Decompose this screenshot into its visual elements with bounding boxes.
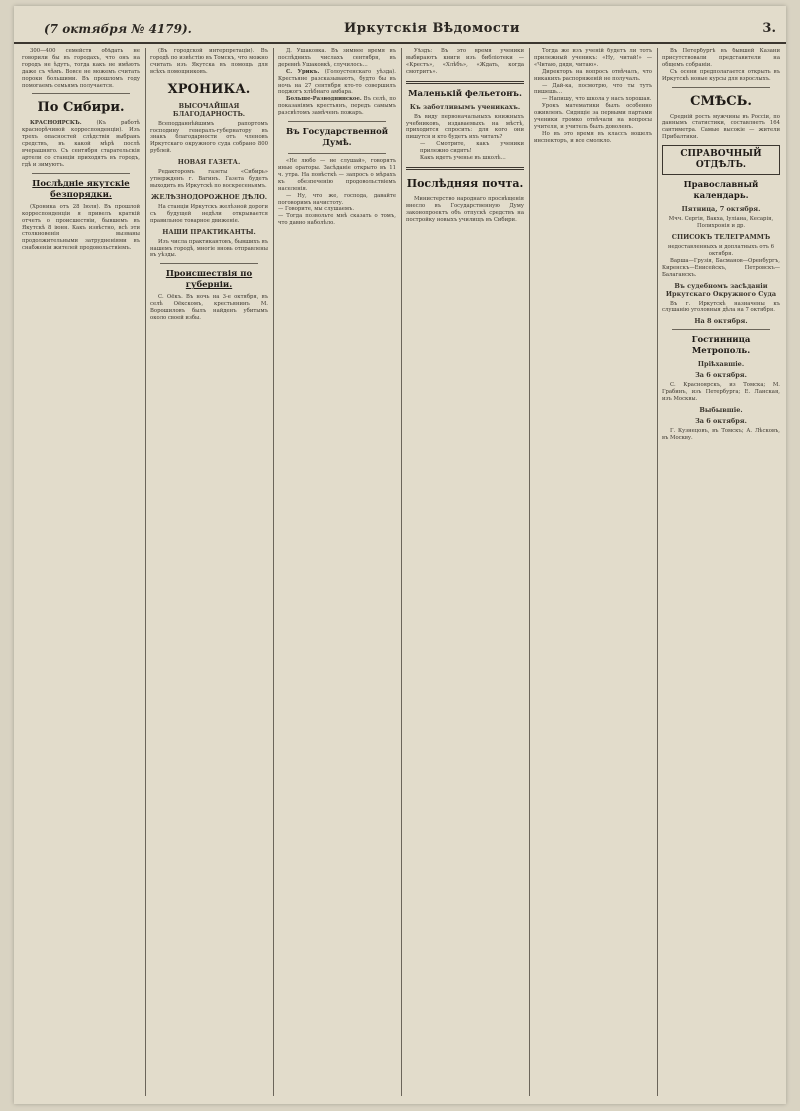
- article-text: Министерство народнаго просвѣщенія внесло въ Государственную Думу законопроектъ объ отпускѣ средствъ на постройку новыхъ училищъ въ Сибири.: [406, 195, 524, 223]
- divider: [406, 167, 524, 170]
- calendar-day: Пятница, 7 октября.: [681, 205, 761, 214]
- section-title-chronicle: ХРОНИКА.: [167, 81, 251, 97]
- page-header: [14, 16, 786, 44]
- subheading: Къ заботливымъ ученикахъ.: [409, 102, 521, 111]
- section-title-incidents: Происшествія по губерніи.: [165, 269, 253, 291]
- article-text: Въ виду первоначальныхъ книжныхъ учебниковъ, издаваемыхъ на мѣстѣ, приходится спросить: для кого они пишутся и кто будетъ ихъ читать?: [406, 113, 524, 141]
- column-rule: [401, 48, 402, 1096]
- article-text: Урокъ математики былъ особенно оживленъ. Сидящіе за первыми партами ученики громко отвѣчали на вопросы учителя, и учитель былъ доволенъ.: [534, 103, 652, 130]
- section-title-mail: Послѣдняя почта.: [406, 176, 524, 190]
- court-title: Въ судебномъ засѣданіи Иркутскаго Окружного Суда: [665, 281, 777, 298]
- col4-intro: Уѣздъ: Въ это время ученики выбираютъ книги изъ библіотеки — «Крестъ», «Хлѣбъ», «Ждать, когда смотритъ».: [406, 48, 524, 75]
- article-text: Редакторомъ газеты «Сибирь» утвержденъ г. Вагинъ. Газета будетъ выходить въ Иркутскѣ по воскресеньямъ.: [150, 169, 268, 189]
- divider: [160, 263, 258, 264]
- court-text: Въ г. Иркутскѣ назначены къ слушанію уголовныя дѣла на 7 октября.: [662, 300, 780, 314]
- divider: [32, 93, 130, 94]
- newspaper-page: [14, 6, 786, 1104]
- article-text: (Голоустенскаго уѣзда). Крестьяне разсказываютъ, будто бы въ ночь на 27 сентября кто-то совершилъ поджогъ хлѣбнаго амбара.: [278, 68, 396, 96]
- column-1: [22, 48, 140, 1096]
- article-text: (Къ работѣ краснорѣчивой корреспонденціи). Изъ трехъ опасностей слѣдствія выбранъ средствъ, въ какой мѣрѣ послѣ вчерашняго. Съ сентября старательскія артели со станціи приходятъ въ городъ, гдѣ и зимуютъ.: [22, 120, 140, 168]
- divider: [288, 153, 386, 154]
- article-text: С. Оёкъ. Въ ночь на 3-е октября, въ селѣ Оёкскомъ, крестьянинъ М. Ворошиловъ былъ найденъ убитымъ около своей избы.: [150, 294, 268, 322]
- verse-line: — Смотрите, какъ ученики прилежно сидятъ!: [420, 141, 524, 155]
- article-text: Изъ числа практикантовъ, бывшихъ въ нашемъ городѣ, многіе вновь отправлены въ уѣзды.: [150, 238, 268, 259]
- column-2: [150, 48, 268, 1096]
- section-title-feuilleton: Маленькій фельетонъ.: [408, 88, 522, 99]
- divider: [406, 81, 524, 84]
- column-rule: [273, 48, 274, 1096]
- place-name: С. Урикъ.: [286, 68, 320, 75]
- telegrams-sub: недоставленныхъ и доплатныхъ отъ 6 октября.: [668, 243, 774, 257]
- verse-line: Какъ идетъ ученье въ школѣ…: [420, 155, 506, 162]
- column-rule: [529, 48, 530, 1096]
- divider: [672, 87, 770, 88]
- article-text: Всеподданнѣйшимъ рапортомъ господину генералъ-губернатору въ знакъ благодарности отъ членовъ Иркутскаго окружного суда собрано 800 рублей.: [150, 120, 268, 155]
- hotel-departed: Выбывшіе.: [699, 406, 743, 415]
- hotel-departed-list: Г. Кузнецовъ, въ Томскъ; А. Лѣсковъ, въ Москву.: [662, 428, 780, 441]
- hotel-arrived-list: С. Красноярскъ, из Томска; М. Грабинъ, изъ Петербурга; Е. Ланская, изъ Москвы.: [662, 382, 780, 403]
- section-title-mix: СМѢСЬ.: [690, 93, 752, 109]
- subheading: ВЫСОЧАЙШАЯ БЛАГОДАРНОСТЬ.: [172, 101, 246, 118]
- subheading: ЖЕЛѢЗНОДОРОЖНОЕ ДѢЛО.: [150, 192, 268, 201]
- article-text: Съ осени предполагается открыть въ Иркутскѣ новые курсы для взрослыхъ.: [662, 68, 780, 82]
- telegrams-title: СПИСОКЪ ТЕЛЕГРАММЪ: [671, 232, 771, 241]
- article-text: Директоръ на вопросъ отвѣчалъ, что никакихъ распоряженій не получалъ.: [534, 68, 652, 82]
- column-4: [406, 48, 524, 1096]
- col3-intro: Д. Ушаковка. Въ зимнее время въ послѣднихъ числахъ сентября, въ деревнѣ Ушаковкѣ, случилось…: [278, 48, 396, 68]
- section-title-yakutsk: Послѣдніе якутскіе безпорядки.: [32, 178, 130, 200]
- column-rule: [145, 48, 146, 1096]
- column-5: [534, 48, 652, 1096]
- section-title-reference: СПРАВОЧНЫЙ ОТДѢЛЪ.: [662, 145, 780, 175]
- article-text: На станціи Иркутскъ желѣзной дороги съ будущей недѣли открывается правильное товарное движеніе.: [150, 203, 268, 224]
- calendar-title: Православный календарь.: [683, 180, 759, 202]
- divider: [288, 121, 386, 122]
- issue-date: (7 октября № 4179).: [44, 22, 192, 36]
- place-name: Больше-Разводнинское.: [286, 96, 362, 103]
- article-text: Средній рость мужчины въ Россіи, по даннымъ статистики, составляетъ 164 сантиметра. Самые высокіе — жители Прибалтики.: [662, 113, 780, 141]
- article-text: «Не любо — не слушай», говорятъ иные ораторы. Засѣданіе открыто въ 11 ч. утра. На повѣсткѣ — запросъ о мѣрахъ къ обезпеченію продовольствіемъ населенія.: [278, 158, 396, 192]
- place-name: КРАСНОЯРСКЪ.: [30, 120, 82, 127]
- dialogue-line: — Дай-ка, посмотрю, что ты тутъ пишешь…: [534, 82, 652, 96]
- divider: [672, 329, 770, 330]
- newspaper-title: Иркутскія Вѣдомости: [344, 21, 521, 36]
- column-rule: [657, 48, 658, 1096]
- article-text: Въ селѣ, по показаніямъ крестьянъ, передъ самымъ разсвѣтомъ замѣченъ пожаръ.: [278, 96, 396, 117]
- section-title-siberia: По Сибири.: [37, 100, 125, 116]
- article-text: Но въ это время въ классъ вошелъ инспекторъ, и все смолкло.: [534, 130, 652, 144]
- court-date: На 8 октября.: [694, 317, 748, 326]
- telegrams-text: Варша—Грузія, Басманов—Оренбургъ, Киренскъ—Енисейскъ, Петровскъ—Балаганскъ.: [662, 257, 780, 278]
- divider: [32, 173, 130, 174]
- dialogue-line: — Напишу, что школа у насъ хорошая.: [542, 96, 652, 103]
- column-3: [278, 48, 396, 1096]
- col6-intro: Въ Петербургѣ въ бывшей Казани присутствовали представители на общемъ собраніи.: [662, 48, 780, 68]
- subheading: НАШИ ПРАКТИКАНТЫ.: [162, 227, 256, 236]
- column-6: [662, 48, 780, 1096]
- article-dialogue: — Ну, что же, господа, давайте поговоримъ начистоту. — Говорите, мы слушаемъ. — Тогда позвольте мнѣ сказать о томъ, что давно наболѣло.: [278, 192, 396, 227]
- subheading: НОВАЯ ГАЗЕТА.: [177, 158, 241, 167]
- hotel-departed-date: За 6 октября.: [695, 417, 747, 426]
- col2-intro: (Въ городской интерпретаціи). Въ городѣ по извѣстію въ Томскъ, что можно считать изъ Якутска въ помощь для всѣхъ помощниковъ.: [150, 48, 268, 75]
- section-title-duma: Въ Государственной Думѣ.: [285, 127, 389, 149]
- calendar-saints: Мчч. Сергія, Вакха, Іуліана, Кесарія, Полихронія и др.: [668, 216, 774, 230]
- col5-intro: Тогда же изъ ученій будетъ ли тотъ прилежный ученикъ: «Ну, читай!» — «Читаю, дядя, читаю».: [534, 48, 652, 68]
- article-text: (Хроника отъ 28 Іюля). Въ прошлой корреспонденціи я привелъ краткій отчетъ о происшествіи, бывшемъ въ Якутскѣ 8 іюня. Какъ извѣстно, всѣ эти столкновенія вызваны продолжительными затрудненіями въ снабженіи жителей продовольствіемъ.: [22, 203, 140, 252]
- hotel-title: Гостинница Метрополь.: [691, 335, 751, 357]
- page-number: 3.: [762, 21, 776, 36]
- hotel-arrived: Пріѣхавшіе.: [697, 360, 745, 369]
- col1-intro: 300—400 семейств обѣдать не говорили бы въ городахъ, что онъ на городъ не ѣдутъ, тогда какъ не имѣютъ даже съ чѣмъ. Вовсе не можемъ считать пороки большими. Въ прошломъ году помогаемъ семьямъ получается.: [22, 48, 140, 89]
- hotel-arrived-date: За 6 октября.: [695, 371, 747, 380]
